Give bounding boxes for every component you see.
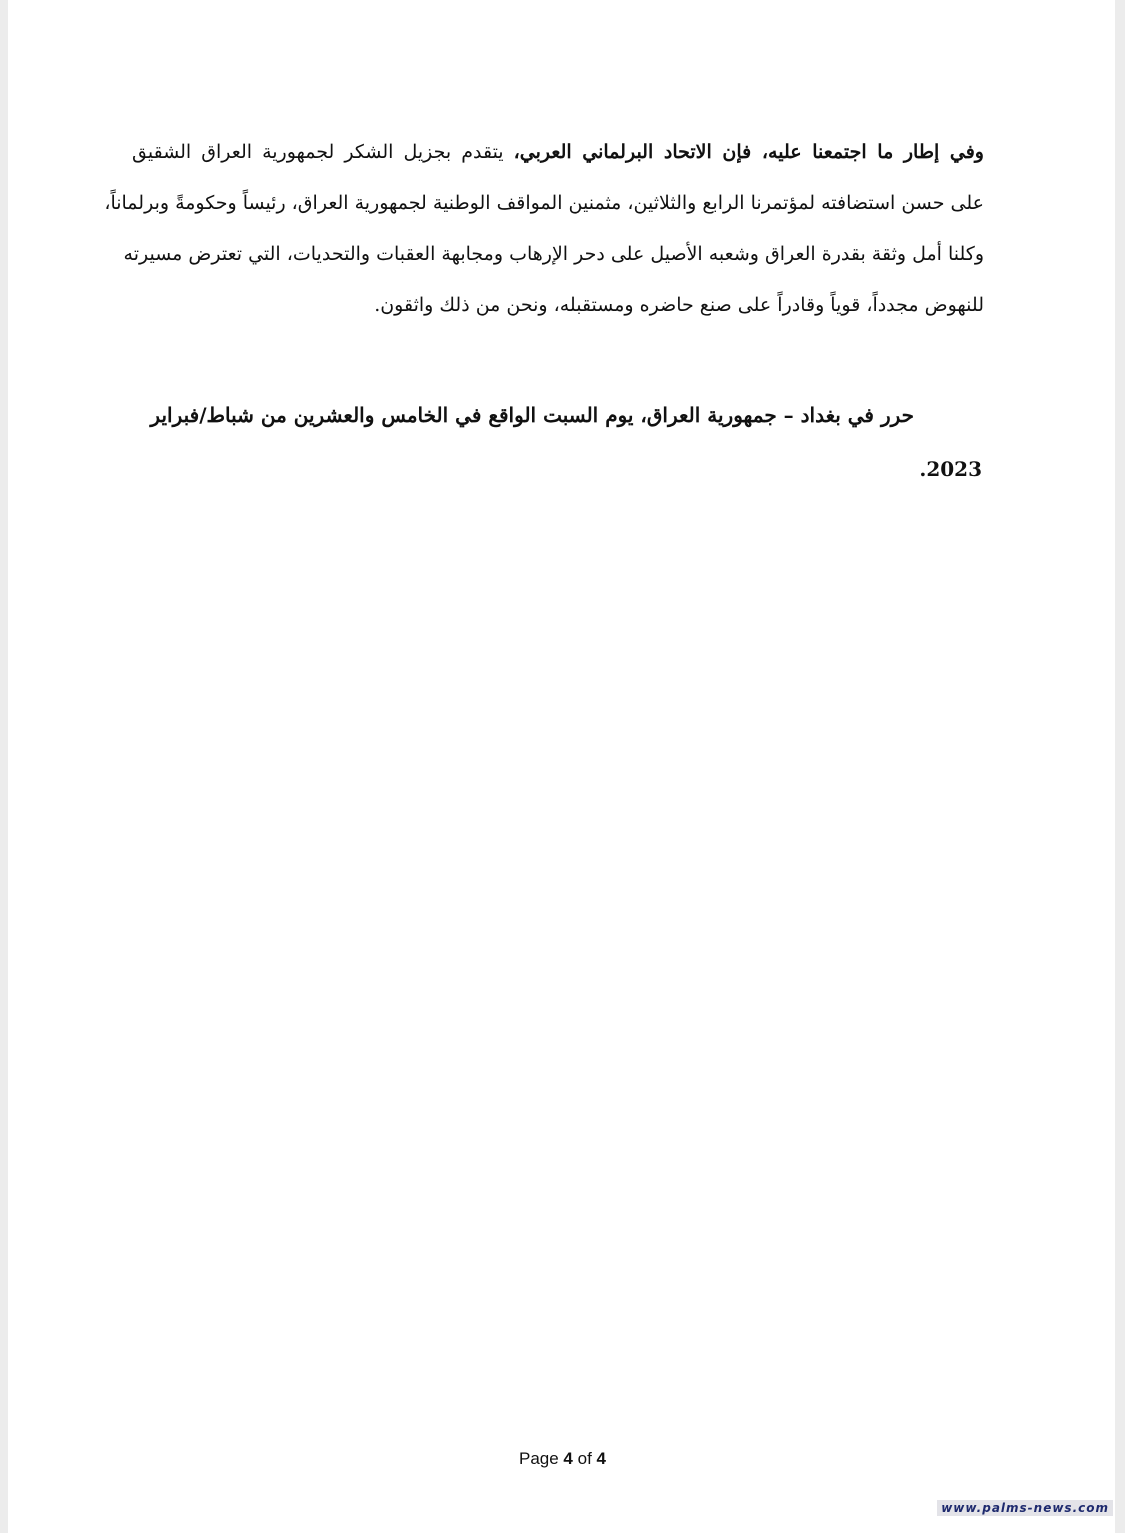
paragraph-line bbox=[132, 137, 984, 188]
line-text: يتقدم بجزيل الشكر لجمهورية العراق الشقيق bbox=[132, 141, 514, 163]
signing-statement bbox=[132, 400, 982, 508]
paragraph-line: للنهوض مجدداً، قوياً وقادراً على صنع حاضره ومستقبله، ونحن من ذلك واثقون. bbox=[374, 294, 984, 316]
signing-line: حرر في بغداد – جمهورية العراق، يوم السبت الواقع في الخامس والعشرين من شباط/فبراير bbox=[150, 403, 914, 427]
closing-paragraph bbox=[104, 137, 984, 341]
page-label: Page bbox=[518, 1449, 559, 1468]
total-pages: 4 bbox=[596, 1449, 607, 1468]
watermark: www.palms-news.com bbox=[937, 1500, 1113, 1516]
paragraph-line: وكلنا أمل وثقة بقدرة العراق وشعبه الأصيل على دحر الإرهاب ومجابهة العقبات والتحديات، التي تعترض مسيرته bbox=[123, 243, 984, 265]
page-footer bbox=[0, 1449, 1125, 1469]
current-page: 4 bbox=[563, 1449, 573, 1468]
of-label: of bbox=[577, 1449, 592, 1468]
paragraph-line: على حسن استضافته لمؤتمرنا الرابع والثلاثين، مثمنين المواقف الوطنية لجمهورية العراق، رئيساً وحكومةً وبرلماناً، bbox=[104, 192, 984, 214]
bold-lead: وفي إطار ما اجتمعنا عليه، فإن الاتحاد البرلماني العربي، bbox=[513, 141, 984, 163]
signing-year: 2023. bbox=[919, 457, 982, 481]
